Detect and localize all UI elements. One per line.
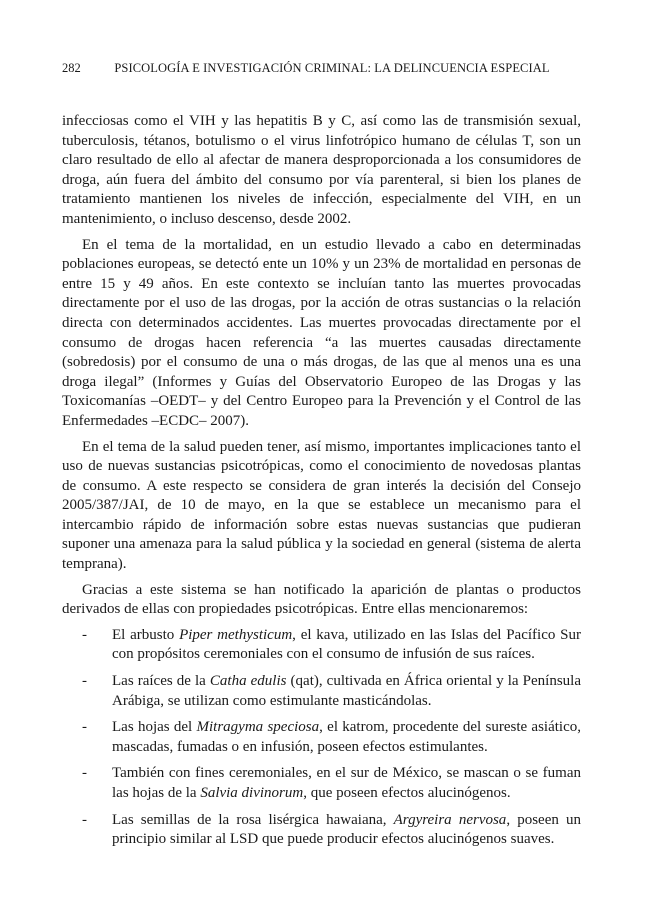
- list-dash: -: [82, 765, 87, 782]
- species-name: Mitragyma speciosa: [196, 719, 320, 736]
- list-item: - Las hojas del Mitragyma speciosa, el katrom, procedente del sureste asiático, mascadas, fumadas o en infusión, poseen efectos estimulantes.: [82, 719, 581, 755]
- body-text: [62, 112, 581, 857]
- page-number: 282: [62, 61, 81, 75]
- list-dash: -: [82, 719, 87, 736]
- paragraph-continuation: infecciosas como el VIH y las hepatitis B y C, así como las de transmisión sexual, tuberculosis, tétanos, botulismo o el virus linfotrópico humano de células T, son un claro resultado de ello al afectar de manera desproporcionada a los consumidores de droga, aún fuera del ámbito del consumo por vía parenteral, si bien los planes de tratamiento mantienen los niveles de infección, especialmente del VIH, en un mantenimiento, o incluso descenso, desde 2002.: [62, 113, 581, 227]
- species-name: Argyreira nervosa: [393, 811, 507, 828]
- paragraph-health: En el tema de la salud pueden tener, así mismo, importantes implicaciones tanto el uso de nuevas sustancias psicotrópicas, como el conocimiento de novedosas plantas de consumo. A este respecto se considera de gran interés la decisión del Consejo 2005/387/JAI, de 10 de mayo, en la que se establece un mecanismo para el intercambio rápido de información sobre estas nuevas sustancias que pudieran suponer una amenaza para la salud pública y la sociedad en general (sistema de alerta temprana).: [62, 438, 581, 573]
- list-dash: -: [82, 626, 87, 643]
- paragraph-alert-system: Gracias a este sistema se han notificado la aparición de plantas o productos derivados de ellas con propiedades psicotrópicas. Entre ellas mencionaremos:: [62, 581, 581, 618]
- list-item: - El arbusto Piper methysticum, el kava, utilizado en las Islas del Pacífico Sur con propósitos ceremoniales con el consumo de infusión de sus raíces.: [82, 626, 581, 663]
- running-title: PSICOLOGÍA E INVESTIGACIÓN CRIMINAL: LA DELINCUENCIA ESPECIAL: [114, 61, 550, 75]
- plant-list: [62, 626, 581, 850]
- species-name: Salvia divinorum: [200, 785, 304, 801]
- list-dash: -: [82, 811, 87, 828]
- list-item: - Las semillas de la rosa lisérgica hawaiana, Argyreira nervosa, poseen un principio similar al LSD que puede producir efectos alucinógenos suaves.: [82, 811, 581, 848]
- species-name: Piper methysticum: [179, 626, 293, 643]
- list-dash: -: [82, 673, 87, 690]
- list-item: - Las raíces de la Catha edulis (qat), cultivada en África oriental y la Península Arábiga, se utilizan como estimulante masticándolas.: [82, 673, 581, 709]
- list-item: - También con fines ceremoniales, en el sur de México, se mascan o se fuman las hojas de la Salvia divinorum, que poseen efectos alucinógenos.: [82, 765, 581, 801]
- species-name: Catha edulis: [209, 673, 287, 690]
- paragraph-mortality: En el tema de la mortalidad, en un estudio llevado a cabo en determinadas poblaciones europeas, se detectó ente un 10% y un 23% de mortalidad en personas de entre 15 y 49 años. En este contexto se incluían tanto las muertes provocadas directamente por el uso de las drogas, por la acción de otras sustancias o la relación directa con determinados accidentes. Las muertes provocadas directamente por el consumo de drogas hacen referencia “a las muertes causadas directamente (sobredosis) por el consumo de una o más drogas, de las que al menos una es una droga ilegal” (Informes y Guías del Observatorio Europeo de las Drogas y las Toxicomanías –OEDT– y del Centro Europeo para la Prevención y el Control de las Enfermedades –ECDC– 2007).: [62, 236, 581, 429]
